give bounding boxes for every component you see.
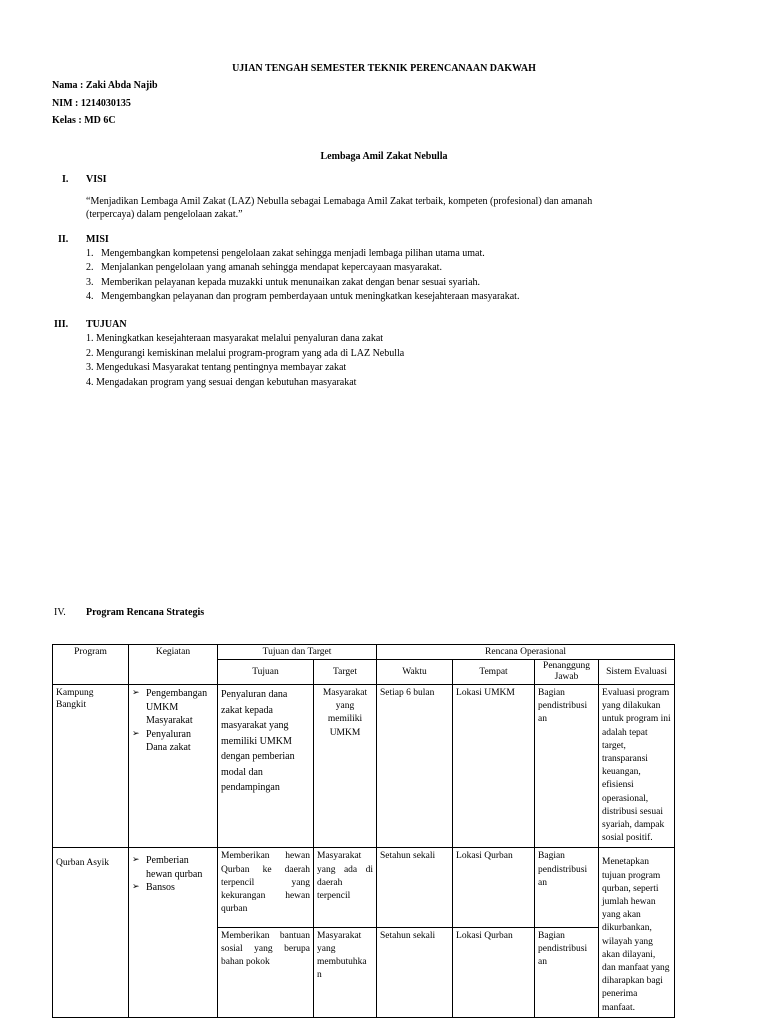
misi-item: Mengembangkan kompetensi pengelolaan zakat sehingga menjadi lembaga pilihan utama umat.	[101, 248, 485, 259]
tujuan-item: 4. Mengadakan program yang sesuai dengan kebutuhan masyarakat	[86, 377, 357, 388]
visi-text-line2: (terpercaya) dalam pengelolaan zakat.”	[86, 209, 243, 220]
visi-text-line1: “Menjadikan Lembaga Amil Zakat (LAZ) Nebulla sebagai Lemabaga Amil Zakat terbaik, kompeten (profesional) dan amanah	[86, 196, 593, 207]
misi-num: 4.	[86, 291, 94, 302]
penanggung-jawab-cell: Bagian pendistribusi an	[535, 927, 599, 1017]
misi-num: 3.	[86, 277, 94, 288]
tujuan-cell: Penyaluran dana zakat kepada masyarakat yang memiliki UMKM dengan pemberian modal dan pendampingan	[218, 685, 314, 848]
header-tujuan-target: Tujuan dan Target	[218, 645, 377, 660]
evaluasi-cell: Menetapkan tujuan program qurban, seperti jumlah hewan yang akan dikurbankan, wilayah yang akan dilayani, dan manfaat yang diharapkan bagi penerima manfaat.	[599, 848, 675, 1017]
tujuan-cell: Memberikan bantuan sosial yang berupa bahan pokok	[218, 927, 314, 1017]
header-waktu: Waktu	[377, 660, 453, 685]
header-pj-line1: Penanggung	[543, 661, 590, 671]
misi-num: 1.	[86, 248, 94, 259]
header-sistem-evaluasi: Sistem Evaluasi	[599, 660, 675, 685]
target-cell: Masyarakat yang memiliki UMKM	[314, 685, 377, 848]
program-name-line2: Bangkit	[56, 700, 87, 710]
waktu-cell: Setiap 6 bulan	[377, 685, 453, 848]
header-tujuan: Tujuan	[218, 660, 314, 685]
program-cell	[53, 685, 129, 848]
tempat-cell: Lokasi UMKM	[453, 685, 535, 848]
student-class: Kelas : MD 6C	[52, 115, 116, 126]
waktu-cell: Setahun sekali	[377, 848, 453, 927]
student-name: Nama : Zaki Abda Najib	[52, 80, 158, 91]
tempat-cell: Lokasi Qurban	[453, 848, 535, 927]
target-cell: Masyarakat yang membutuhka n	[314, 927, 377, 1017]
header-rencana-operasional: Rencana Operasional	[377, 645, 675, 660]
section-title-misi: MISI	[86, 234, 109, 245]
misi-item: Memberikan pelayanan kepada muzakki untuk menunaikan zakat dengan benar sesuai syariah.	[101, 277, 481, 288]
header-penanggung-jawab	[535, 660, 599, 685]
section-number-visi: I.	[62, 174, 69, 185]
tempat-cell: Lokasi Qurban	[453, 927, 535, 1017]
strategic-plan-table	[52, 644, 675, 1018]
document-title: UJIAN TENGAH SEMESTER TEKNIK PERENCANAAN DAKWAH	[232, 63, 536, 74]
program-name-line1: Kampung	[56, 688, 94, 698]
misi-num: 2.	[86, 262, 94, 273]
header-target: Target	[314, 660, 377, 685]
section-title-program: Program Rencana Strategis	[86, 607, 205, 618]
tujuan-item: 1. Meningkatkan kesejahteraan masyarakat melalui penyaluran dana zakat	[86, 333, 384, 344]
misi-item: Menjalankan pengelolaan yang amanah sehingga mendapat kepercayaan masyarakat.	[101, 262, 442, 273]
misi-item: Mengembangkan pelayanan dan program pemberdayaan untuk meningkatkan kesejahteraan masyarakat.	[101, 291, 520, 302]
header-tempat: Tempat	[453, 660, 535, 685]
kegiatan-item: ➢ Pemberian hewan qurban	[132, 854, 214, 881]
header-pj-line2: Jawab	[554, 672, 579, 682]
waktu-cell: Setahun sekali	[377, 927, 453, 1017]
program-cell: Qurban Asyik	[53, 848, 129, 1017]
section-number-tujuan: III.	[54, 319, 69, 330]
section-title-tujuan: TUJUAN	[86, 319, 127, 330]
section-number-misi: II.	[58, 234, 69, 245]
organization-title: Lembaga Amil Zakat Nebulla	[320, 151, 448, 162]
header-program: Program	[53, 645, 129, 685]
section-number-program: IV.	[54, 607, 66, 618]
tujuan-item: 3. Mengedukasi Masyarakat tentang pentingnya membayar zakat	[86, 362, 347, 373]
kegiatan-item: ➢ Bansos	[132, 881, 214, 895]
tujuan-cell: Memberikan hewan Qurban ke daerah terpencil yang kekurangan hewan qurban	[218, 848, 314, 927]
kegiatan-cell	[129, 848, 218, 1017]
penanggung-jawab-cell: Bagian pendistribusi an	[535, 685, 599, 848]
header-kegiatan: Kegiatan	[129, 645, 218, 685]
section-title-visi: VISI	[86, 174, 107, 185]
kegiatan-item: ➢ Penyaluran Dana zakat	[132, 728, 214, 755]
tujuan-item: 2. Mengurangi kemiskinan melalui program-program yang ada di LAZ Nebulla	[86, 348, 405, 359]
kegiatan-item: ➢ Pengembangan UMKM Masyarakat	[132, 687, 214, 728]
evaluasi-cell: Evaluasi program yang dilakukan untuk program ini adalah tepat target, transparansi keuangan, efisiensi operasional, distribusi sesuai syariah, dampak sosial positif.	[599, 685, 675, 848]
kegiatan-cell	[129, 685, 218, 848]
student-nim: NIM : 1214030135	[52, 98, 131, 109]
penanggung-jawab-cell: Bagian pendistribusi an	[535, 848, 599, 927]
target-cell: Masyarakat yang ada di daerah terpencil	[314, 848, 377, 927]
